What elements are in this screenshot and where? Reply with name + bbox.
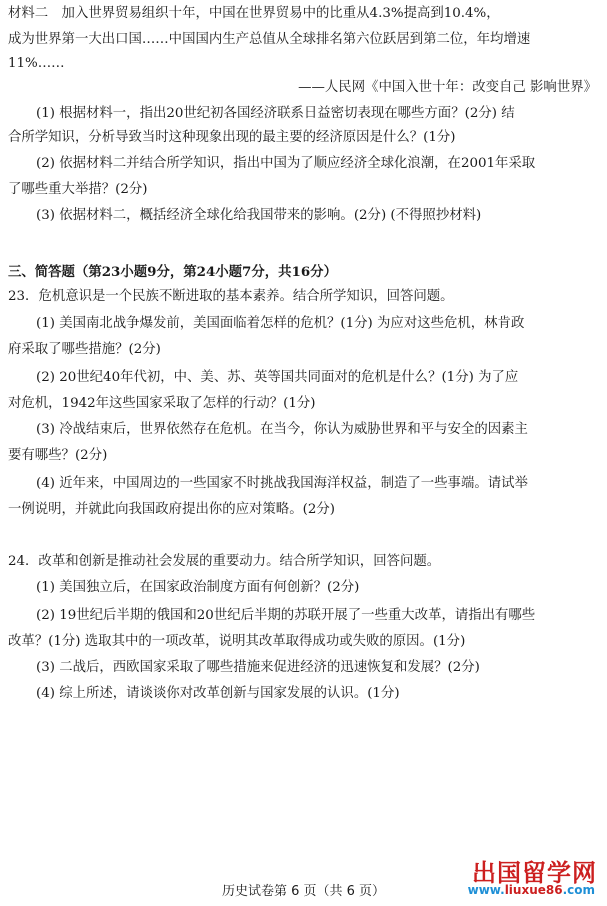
- q23-part2-line1: (2) 20世纪40年代初，中、美、苏、英等国共同面对的危机是什么？(1分) 为了应: [36, 370, 519, 385]
- watermark-url-brand: liuxue86: [504, 883, 563, 897]
- q23-part1-line1: (1) 美国南北战争爆发前，美国面临着怎样的危机？(1分) 为应对这些危机，林肯政: [36, 316, 525, 331]
- watermark-url-suffix: .com: [562, 883, 595, 897]
- q23-part4-line1: (4) 近年来，中国周边的一些国家不时挑战我国海洋权益，制造了一些事端。请试举: [36, 476, 528, 491]
- section3-title: 三、简答题（第23小题9分，第24小题7分，共16分）: [8, 264, 337, 280]
- q22-part1-line2: 合所学知识，分析导致当时这种现象出现的最主要的经济原因是什么？(1分): [8, 130, 456, 145]
- q22-part1-line1: (1) 根据材料一，指出20世纪初各国经济联系日益密切表现在哪些方面？(2分) 结: [36, 106, 515, 121]
- q23-stem: 23．危机意识是一个民族不断进取的基本素养。结合所学知识，回答问题。: [8, 289, 454, 304]
- q24-part4-line1: (4) 综上所述，请谈谈你对改革创新与国家发展的认识。(1分): [36, 686, 400, 701]
- q23-part1-line2: 府采取了哪些措施？(2分): [8, 342, 161, 357]
- material2-source: ——人民网《中国入世十年：改变自己 影响世界》: [298, 80, 597, 95]
- page-footer: 历史试卷第 6 页（共 6 页）: [221, 884, 386, 899]
- q24-part3-line1: (3) 二战后，西欧国家采取了哪些措施来促进经济的迅速恢复和发展？(2分): [36, 660, 480, 675]
- q23-part4-line2: 一例说明，并就此向我国政府提出你的应对策略。(2分): [8, 502, 335, 517]
- q23-part2-line2: 对危机，1942年这些国家采取了怎样的行动？(1分): [8, 396, 316, 411]
- watermark-url-prefix: www.: [467, 883, 505, 897]
- q24-part1-line1: (1) 美国独立后，在国家政治制度方面有何创新？(2分): [36, 580, 360, 595]
- watermark-url: [468, 883, 595, 897]
- q22-part2-line2: 了哪些重大举措？(2分): [8, 182, 148, 197]
- material2-line2: 成为世界第一大出口国……中国国内生产总值从全球排名第六位跃居到第二位，年均增速: [8, 32, 531, 47]
- q24-part2-line1: (2) 19世纪后半期的俄国和20世纪后半期的苏联开展了一些重大改革，请指出有哪些: [36, 608, 536, 623]
- watermark-logo-text: 出国留学网: [472, 859, 597, 887]
- q22-part2-line1: (2) 依据材料二并结合所学知识，指出中国为了顺应经济全球化浪潮，在2001年采取: [36, 156, 536, 171]
- q24-part2-line2: 改革？(1分) 选取其中的一项改革，说明其改革取得成功或失败的原因。(1分): [8, 634, 466, 649]
- material2-line3: 11%……: [8, 56, 65, 71]
- q23-part3-line2: 要有哪些？(2分): [8, 448, 108, 463]
- q22-part3-line1: (3) 依据材料二，概括经济全球化给我国带来的影响。(2分) (不得照抄材料): [36, 208, 482, 223]
- q24-stem: 24．改革和创新是推动社会发展的重要动力。结合所学知识，回答问题。: [8, 554, 441, 569]
- material2-line1: 材料二 加入世界贸易组织十年，中国在世界贸易中的比重从4.3%提高到10.4%，: [8, 6, 500, 21]
- q23-part3-line1: (3) 冷战结束后，世界依然存在危机。在当今，你认为威胁世界和平与安全的因素主: [36, 422, 528, 437]
